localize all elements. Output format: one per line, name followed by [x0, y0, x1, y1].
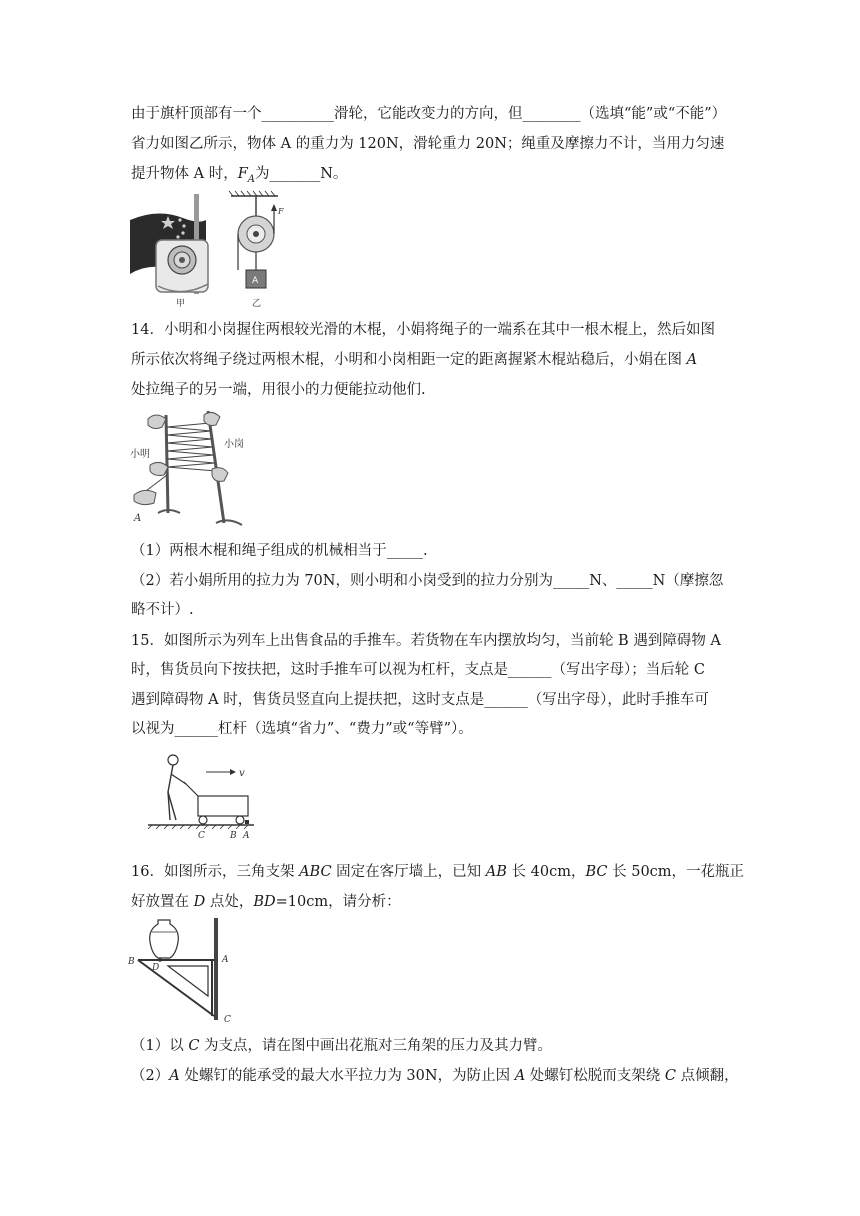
figure-bracket-vase	[128, 918, 238, 1024]
q16-sub-2: （2）A 处螺钉的能承受的最大水平拉力为 30N，为防止因 A 处螺钉松脱而支架绕 C 点倾翻，	[131, 1068, 739, 1084]
label-a: A	[222, 955, 229, 965]
q14-line-1: 14．小明和小岗握住两根较光滑的木棍，小娟将绳子的一端系在其中一根木棍上，然后如图	[131, 322, 715, 338]
pulley-diagram	[229, 191, 284, 309]
flag-image	[130, 194, 208, 309]
q15-line-3: 遇到障碍物 A 时，售货员竖直向上提扶把，这时支点是______（写出字母），此时手推车可	[131, 692, 709, 708]
q14-sub-1: （1）两根木棍和绳子组成的机械相当于_____.	[131, 543, 428, 559]
q14-line-2: 所示依次将绳子绕过两根木棍，小明和小岗相距一定的距离握紧木棍站稳后，小娟在图 A	[131, 352, 698, 368]
label-block-a: A	[252, 276, 259, 286]
label-v: v	[239, 768, 245, 779]
q13-line-3-text: 提升物体 A 时，	[131, 166, 238, 182]
q15-line-4: 以视为______杠杆（选填“省力”、“费力”或“等臂”）。	[131, 721, 473, 737]
label-xiaoming: 小明	[130, 449, 150, 460]
q13-line-3	[131, 164, 347, 190]
q15-line-1: 15．如图所示为列车上出售食品的手推车。若货物在车内摆放均匀，当前轮 B 遇到障碍物 A	[131, 633, 721, 649]
q13-line-1: 由于旗杆顶部有一个__________滑轮，它能改变力的方向，但________（选填“能”或“不能”）	[131, 106, 727, 122]
label-c: C	[198, 831, 205, 840]
q14-line-3: 处拉绳子的另一端，用很小的力便能拉动他们.	[131, 382, 426, 398]
q16-line-1: 16．如图所示，三角支架 ABC 固定在客厅墙上，已知 AB 长 40cm，BC 长 50cm，一花瓶正	[131, 864, 745, 880]
label-b: B	[230, 831, 237, 840]
q14-sub-2-line-2: 略不计）.	[131, 602, 194, 618]
q16-line-2: 好放置在 D 点处，BD=10cm，请分析：	[131, 894, 401, 910]
label-xiaogang: 小岗	[224, 439, 244, 450]
label-yi: 乙	[252, 299, 262, 309]
label-a: A	[243, 831, 250, 840]
label-b: B	[128, 957, 135, 967]
q16-sub-1: （1）以 C 为支点，请在图中画出花瓶对三角架的压力及其力臂。	[131, 1038, 553, 1054]
label-force: F	[278, 207, 284, 216]
q14-sub-2-line-1: （2）若小娟所用的拉力为 70N，则小明和小岗受到的拉力分别为_____N、_____N（摩擦忽	[131, 573, 724, 589]
label-d: D	[152, 963, 160, 973]
label-point-a: A	[134, 513, 142, 524]
figure-sticks-rope	[128, 405, 268, 533]
label-c: C	[224, 1015, 231, 1024]
figure-cart	[146, 752, 256, 840]
q13-line-2: 省力如图乙所示，物体 A 的重力为 120N，滑轮重力 20N；绳重及摩擦力不计，当用力匀速	[131, 136, 725, 152]
figure-flag-pulley	[128, 190, 298, 310]
q15-line-2: 时，售货员向下按扶把，这时手推车可以视为杠杆，支点是______（写出字母）；当后轮 C	[131, 662, 705, 678]
q13-line-3-tail: 为_______N。	[255, 166, 348, 182]
label-jia: 甲	[176, 299, 186, 309]
fa-symbol: $F_A$	[237, 166, 255, 185]
